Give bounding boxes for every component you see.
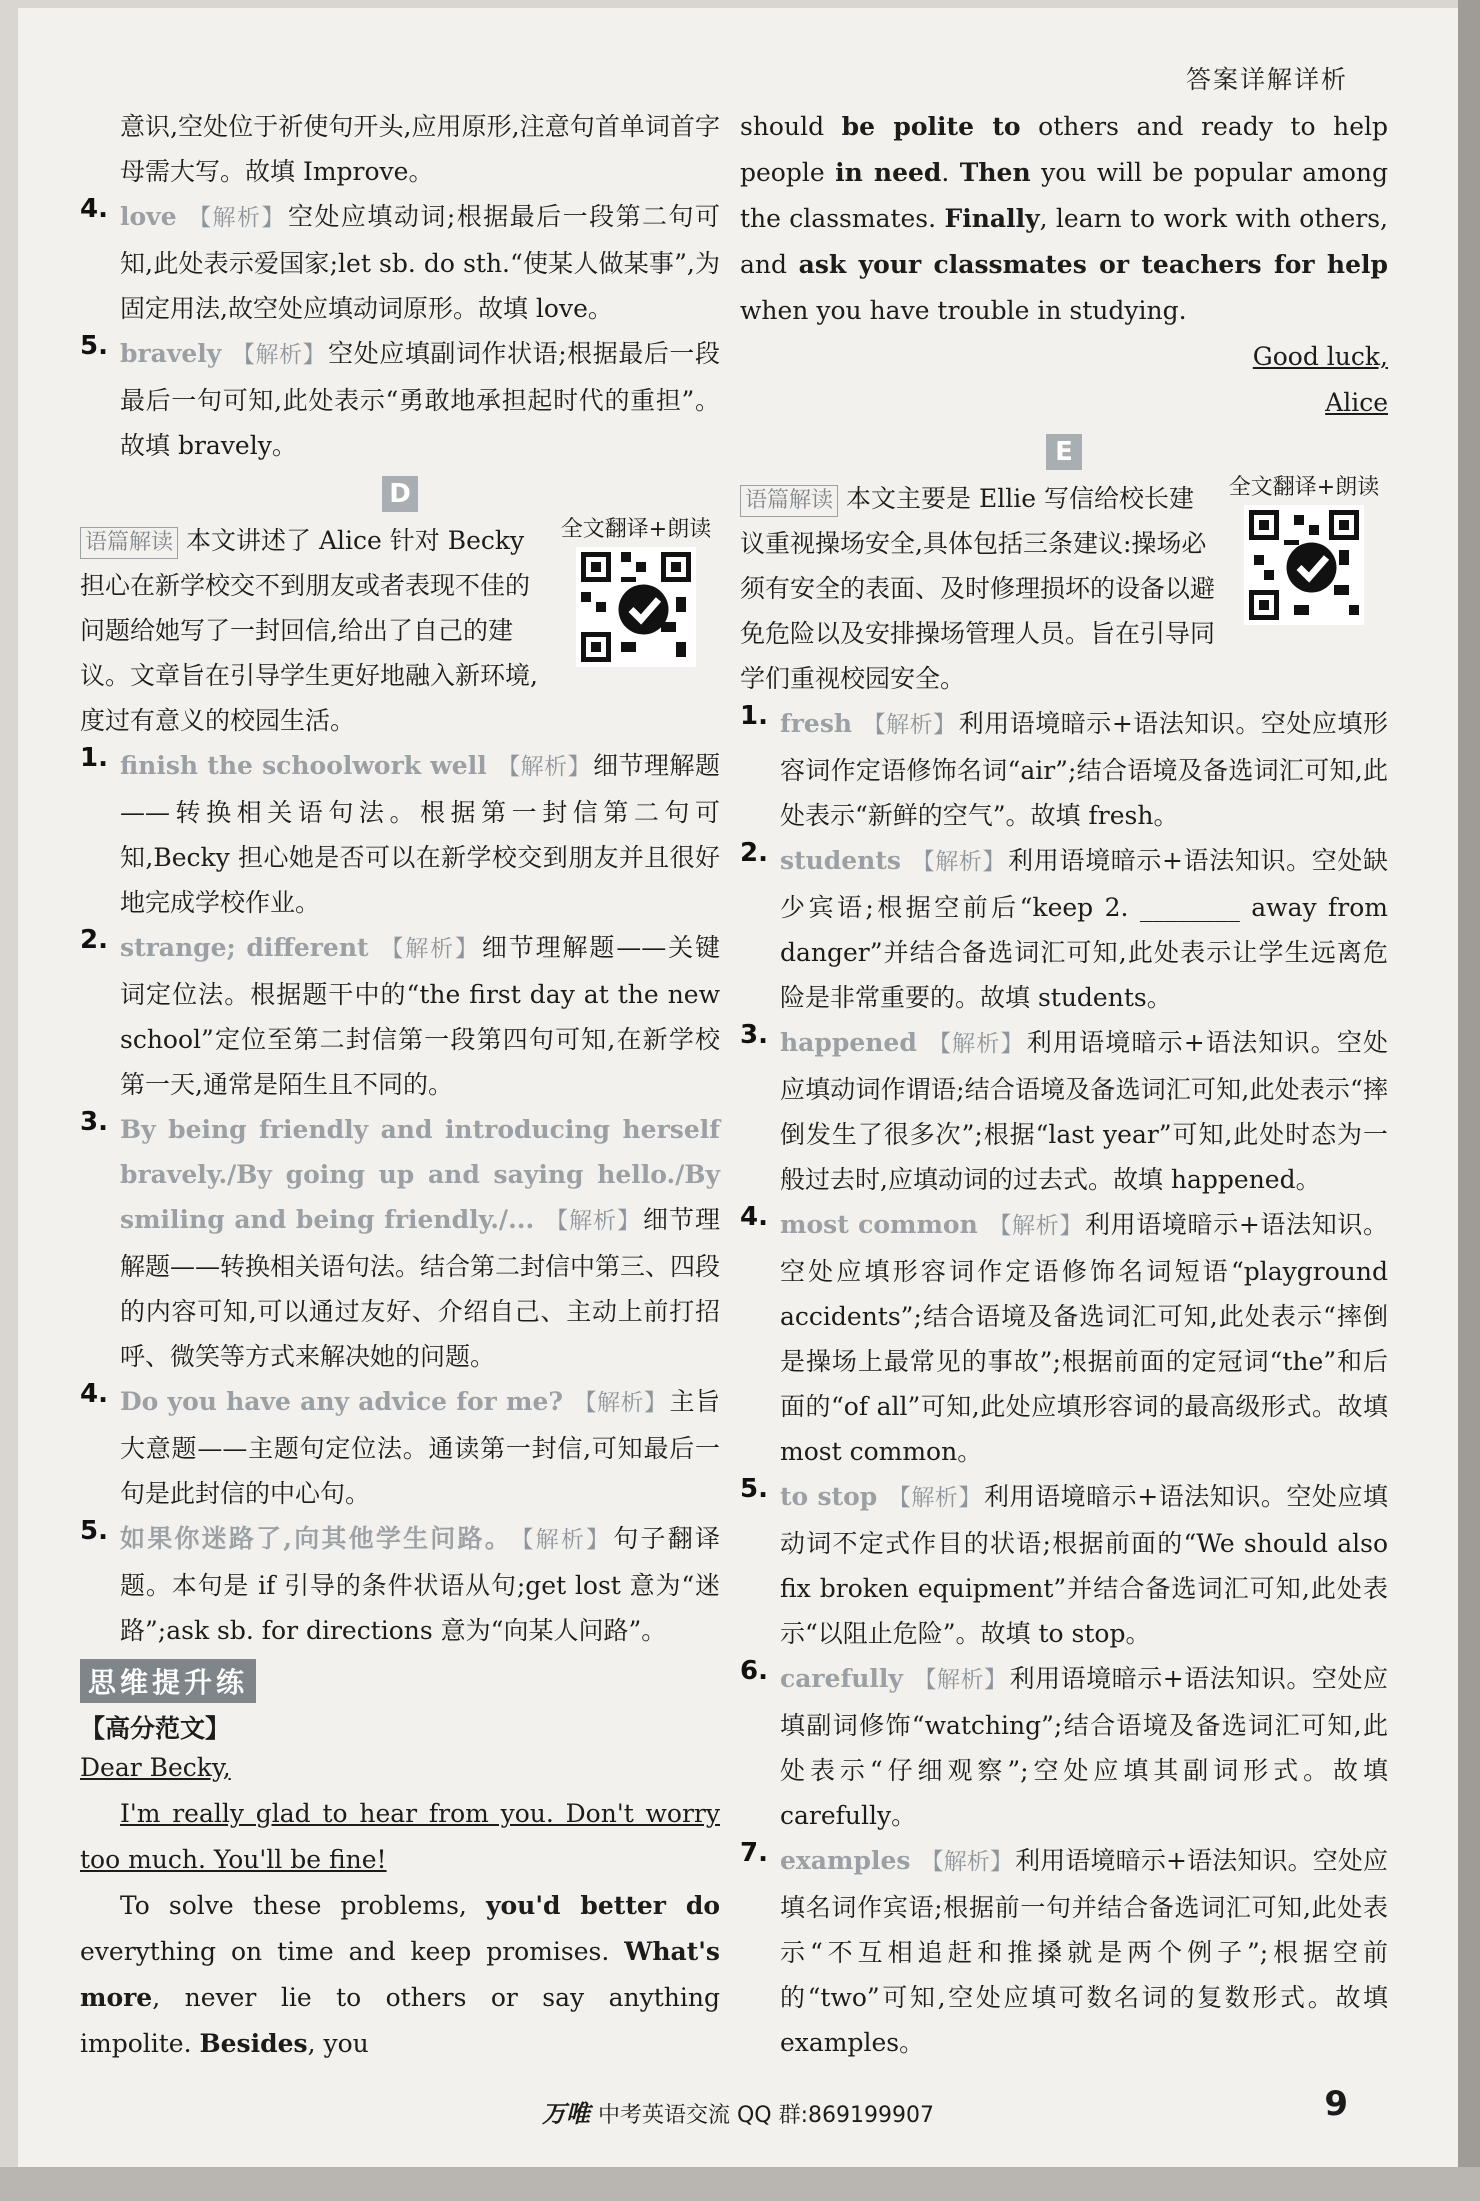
answer-item-d5 xyxy=(80,1516,720,1653)
footer-text: 中考英语交流 QQ 群:869199907 xyxy=(597,2103,934,2128)
closing-text: Good luck, xyxy=(1252,342,1388,371)
essay-phrase: be polite to xyxy=(841,112,1021,141)
analysis-text: 空处应填动词;根据最后一段第二句可知,此处表示爱国家;let sb. do sth.“使某人做某事”,为固定用法,故空处应填动词原形。故填 love。 xyxy=(120,202,720,323)
essay-text: you will be popular among the classmates. xyxy=(740,158,1388,233)
analysis-tag: 【解析】 xyxy=(887,1485,982,1511)
item-number: 3. xyxy=(740,1020,768,1050)
essay-paragraph-1: I'm really glad to hear from you. Don't worry too much. You'll be fine! xyxy=(80,1799,720,1874)
answer-text: bravely xyxy=(120,339,222,368)
essay-text: when you have trouble in studying. xyxy=(740,296,1187,325)
answer-item-e2 xyxy=(740,838,1388,1020)
reading-text: 本文主要是 Ellie 写信给校长建议重视操场安全,具体包括三条建议:操场必须有安全的表面、及时修理损坏的设备以避免危险以及安排操场管理人员。旨在引导同学们重视校园安全。 xyxy=(740,484,1216,693)
analysis-text: 利用语境暗示+语法知识。空处应填形容词作定语修饰名词短语“playground accidents”;结合语境及备选词汇可知,此处表示“摔倒是操场上最常见的事故”;根据前面的定冠词“the”和后面的“of all”可知,此处应填形容词的最高级形式。故填 most common。 xyxy=(780,1210,1389,1466)
qr-label: 全文翻译+朗读 xyxy=(560,517,712,542)
essay-text: others and ready to help people xyxy=(740,112,1389,187)
reading-label: 语篇解读 xyxy=(80,527,178,559)
answer-text: happened xyxy=(780,1028,917,1057)
analysis-text: 利用语境暗示+语法知识。空处缺少宾语;根据空前后“keep 2. ________ away from danger”并结合备选词汇可知,此处表示让学生远离危险是非常重要的。故填 students。 xyxy=(780,846,1389,1012)
answer-text: strange; different xyxy=(120,933,369,962)
qr-code-icon[interactable] xyxy=(1244,505,1364,625)
analysis-text: 主旨大意题——主题句定位法。通读第一封信,可知最后一句是此封信的中心句。 xyxy=(120,1387,720,1508)
item-number: 4. xyxy=(740,1202,768,1232)
item-number: 5. xyxy=(80,1516,108,1546)
answer-text: students xyxy=(780,846,901,875)
analysis-text: 空处应填副词作状语;根据最后一段最后一句可知,此处表示“勇敢地承担起时代的重担”。故填 bravely。 xyxy=(120,339,720,460)
qr-code-icon[interactable] xyxy=(576,547,696,667)
analysis-tag: 【解析】 xyxy=(862,712,957,738)
analysis-text: 利用语境暗示+语法知识。空处应填动词作谓语;结合语境及备选词汇可知,此处表示“摔倒发生了很多次”;根据“last year”可知,此处时态为一般过去时,应填动词的过去式。故填 happened。 xyxy=(780,1028,1389,1194)
answer-item-e5 xyxy=(740,1474,1388,1656)
analysis-tag: 【解析】 xyxy=(378,936,480,962)
analysis-text: 细节理解题——转换相关语句法。结合第二封信中第三、四段的内容可知,可以通过友好、介绍自己、主动上前打招呼、微笑等方式来解决她的问题。 xyxy=(120,1205,721,1371)
essay-text: . xyxy=(941,158,960,187)
essay-text: , never lie to others or say anything impolite. xyxy=(80,1983,720,2058)
signature-text: Alice xyxy=(1325,388,1388,417)
analysis-tag: 【解析】 xyxy=(496,754,592,780)
section-letter-e: E xyxy=(1046,434,1082,470)
item-number: 2. xyxy=(740,838,768,868)
essay-text: everything on time and keep promises. xyxy=(80,1937,625,1966)
analysis-tag: 【解析】 xyxy=(544,1208,642,1234)
answer-text: to stop xyxy=(780,1482,878,1511)
analysis-tag: 【解析】 xyxy=(186,205,286,231)
qr-block xyxy=(552,512,720,671)
answer-text: Do you have any advice for me? xyxy=(120,1387,564,1416)
reading-text: 本文讲述了 Alice 针对 Becky 担心在新学校交不到朋友或者表现不佳的问题给她写了一封回信,给出了自己的建议。文章旨在引导学生更好地融入新环境,度过有意义的校园生活。 xyxy=(80,526,538,735)
item-number: 7. xyxy=(740,1838,768,1868)
brand-logo: 万唯 xyxy=(541,2100,590,2128)
qr-block xyxy=(1220,470,1388,629)
essay-text: , you xyxy=(307,2029,369,2058)
analysis-tag: 【解析】 xyxy=(573,1390,668,1416)
analysis-text: 利用语境暗示+语法知识。空处应填名词作宾语;根据前一句并结合备选词汇可知,此处表示“不互相追赶和推搡就是两个例子”;根据空前的“two”可知,空处应填可数名词的复数形式。故填 examples。 xyxy=(780,1846,1389,2057)
item-number: 5. xyxy=(740,1474,768,1504)
answer-item-e3 xyxy=(740,1020,1388,1202)
essay-continuation xyxy=(740,104,1388,334)
answer-item-e1 xyxy=(740,701,1388,838)
reading-summary-e xyxy=(740,476,1388,701)
section-banner: 思维提升练 xyxy=(80,1659,256,1703)
answer-text: fresh xyxy=(780,709,853,738)
analysis-tag: 【解析】 xyxy=(231,342,327,368)
answer-item-c5 xyxy=(80,331,720,468)
item-number: 1. xyxy=(740,701,768,731)
item-number: 1. xyxy=(80,743,108,773)
essay-phrase: you'd better do xyxy=(485,1891,720,1920)
right-column xyxy=(740,104,1388,2065)
left-column xyxy=(80,104,720,2067)
essay-phrase: Then xyxy=(959,158,1031,187)
analysis-tag: 【解析】 xyxy=(926,1031,1025,1057)
analysis-text: 利用语境暗示+语法知识。空处应填形容词作定语修饰名词“air”;结合语境及备选词汇可知,此处表示“新鲜的空气”。故填 fresh。 xyxy=(780,709,1388,830)
document-page xyxy=(18,8,1458,2168)
reading-summary-d xyxy=(80,518,720,743)
essay-greeting: Dear Becky, xyxy=(80,1753,231,1782)
analysis-tag: 【解析】 xyxy=(920,1849,1014,1875)
answer-item-d1 xyxy=(80,743,720,925)
answer-text: examples xyxy=(780,1846,911,1875)
essay-phrase: What's more xyxy=(80,1937,720,2012)
page-number: 9 xyxy=(1324,2084,1348,2124)
analysis-tag: 【解析】 xyxy=(987,1213,1083,1239)
item-number: 4. xyxy=(80,194,108,224)
essay-heading: 【高分范文】 xyxy=(80,1714,231,1743)
essay-phrase: ask your classmates or teachers for help xyxy=(798,250,1388,279)
essay-phrase: Finally xyxy=(944,204,1040,233)
page-footer xyxy=(18,2094,1458,2129)
analysis-tag: 【解析】 xyxy=(910,849,1007,875)
answer-text: carefully xyxy=(780,1664,903,1693)
answer-text: 如果你迷路了,向其他学生问路。 xyxy=(120,1524,512,1553)
analysis-text: 利用语境暗示+语法知识。空处应填动词不定式作目的状语;根据前面的“We should also fix broken equipment”并结合备选词汇可知,此处表示“以阻止危险”。故填 to stop。 xyxy=(780,1482,1388,1648)
item-number: 4. xyxy=(80,1379,108,1409)
continued-answer-text: 意识,空处位于祈使句开头,应用原形,注意句首单词首字母需大写。故填 Improve。 xyxy=(120,112,720,186)
reading-label: 语篇解读 xyxy=(740,485,838,517)
item-number: 2. xyxy=(80,925,108,955)
analysis-text: 句子翻译题。本句是 if 引导的条件状语从句;get lost 意为“迷路”;ask sb. for directions 意为“向某人问路”。 xyxy=(120,1524,720,1645)
analysis-text: 细节理解题——关键词定位法。根据题干中的“the first day at the new school”定位至第二封信第一段第四句可知,在新学校第一天,通常是陌生且不同的。 xyxy=(120,933,720,1099)
analysis-tag: 【解析】 xyxy=(521,1527,612,1553)
item-number: 3. xyxy=(80,1107,108,1137)
essay-closing xyxy=(740,334,1388,380)
answer-item-d2 xyxy=(80,925,720,1107)
essay-signature xyxy=(740,380,1388,426)
qr-label: 全文翻译+朗读 xyxy=(1228,475,1380,500)
answer-item-d4 xyxy=(80,1379,720,1516)
essay-phrase: Besides xyxy=(199,2029,308,2058)
section-letter-d: D xyxy=(382,476,418,512)
item-number: 5. xyxy=(80,331,108,361)
essay-paragraph-2 xyxy=(80,1883,720,2067)
page-header-title: 答案详解详析 xyxy=(1185,65,1348,94)
answer-text: By being friendly and introducing herself bravely./By going up and saying hello./By smiling and being friendly./... xyxy=(120,1115,720,1234)
answer-item-e6 xyxy=(740,1656,1388,1838)
answer-text: most common xyxy=(780,1210,978,1239)
analysis-text: 利用语境暗示+语法知识。空处应填副词修饰“watching”;结合语境及备选词汇可知,此处表示“仔细观察”;空处应填其副词形式。故填 carefully。 xyxy=(780,1664,1388,1830)
answer-item-e7 xyxy=(740,1838,1388,2065)
answer-item-d3 xyxy=(80,1107,720,1379)
page-edge-strip xyxy=(1458,0,1480,2201)
essay-text: should xyxy=(740,112,842,141)
item-number: 6. xyxy=(740,1656,768,1686)
essay-text: To solve these problems, xyxy=(120,1891,486,1920)
answer-text: love xyxy=(120,202,177,231)
analysis-text: 细节理解题——转换相关语句法。根据第一封信第二句可知,Becky 担心她是否可以在新学校交到朋友并且很好地完成学校作业。 xyxy=(120,751,720,917)
essay-phrase: in need xyxy=(835,158,942,187)
answer-item-e4 xyxy=(740,1202,1388,1474)
essay-text: , learn to work with others, and xyxy=(740,204,1388,279)
answer-text: finish the schoolwork well xyxy=(120,751,487,780)
analysis-tag: 【解析】 xyxy=(912,1667,1008,1693)
page-bottom-strip xyxy=(0,2167,1480,2201)
answer-item-c4 xyxy=(80,194,720,331)
